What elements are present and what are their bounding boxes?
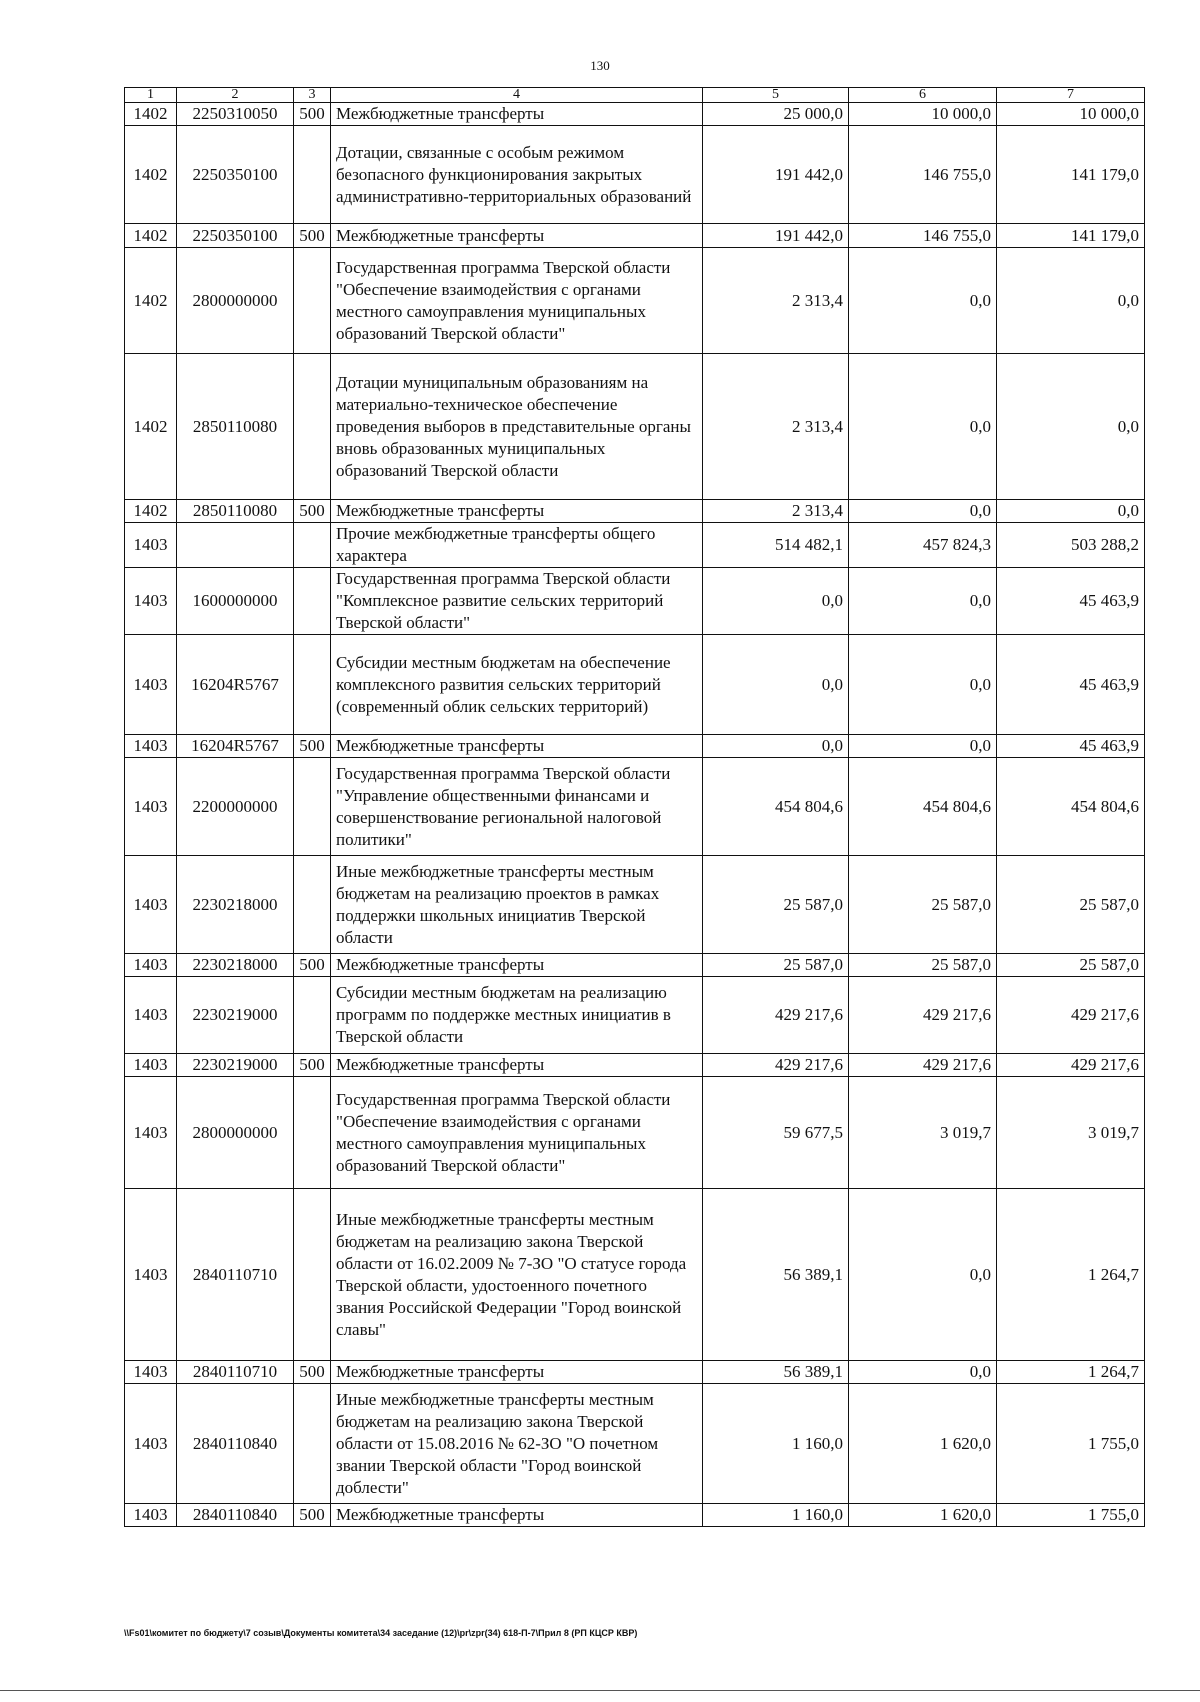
table-row [125,224,1145,248]
table-cell-col-4: Прочие межбюджетные трансферты общего характера [331,523,703,568]
table-cell-col-3 [294,354,331,500]
table-row [125,126,1145,224]
table-cell-col-1: 1403 [125,1361,177,1384]
page-number: 130 [590,58,610,73]
table-cell-col-4: Иные межбюджетные трансферты местным бюджетам на реализацию закона Тверской области от 15.08.2016 № 62-ЗО "О почетном звании Тверской области "Город воинской доблести" [331,1384,703,1504]
table-cell-col-5: 191 442,0 [703,126,849,224]
table-cell-col-2: 16204R5767 [177,735,294,758]
table-cell-col-3: 500 [294,735,331,758]
table-cell-col-7: 45 463,9 [997,635,1145,735]
table-cell-col-2: 16204R5767 [177,635,294,735]
table-cell-col-1: 1402 [125,103,177,126]
column-header: 4 [331,88,703,103]
table-cell-col-5: 429 217,6 [703,977,849,1054]
table-cell-col-5: 2 313,4 [703,354,849,500]
table-cell-col-7: 429 217,6 [997,1054,1145,1077]
table-cell-col-3: 500 [294,500,331,523]
table-cell-col-7: 25 587,0 [997,954,1145,977]
table-row [125,1189,1145,1361]
table-row [125,977,1145,1054]
table-cell-col-2: 2850110080 [177,500,294,523]
table-row [125,354,1145,500]
table-cell-col-6: 25 587,0 [849,954,997,977]
table-cell-col-3 [294,856,331,954]
table-cell-col-6: 429 217,6 [849,977,997,1054]
table-cell-col-4: Иные межбюджетные трансферты местным бюджетам на реализацию проектов в рамках поддержки школьных инициатив Тверской области [331,856,703,954]
table-cell-col-1: 1403 [125,1384,177,1504]
table-cell-col-7: 429 217,6 [997,977,1145,1054]
table-row [125,1384,1145,1504]
table-cell-col-5: 2 313,4 [703,248,849,354]
table-cell-col-3 [294,635,331,735]
table-cell-col-3: 500 [294,1361,331,1384]
table-cell-col-6: 0,0 [849,735,997,758]
table-row [125,758,1145,856]
table-cell-col-1: 1403 [125,758,177,856]
column-header: 1 [125,88,177,103]
table-cell-col-2: 2230218000 [177,856,294,954]
table-cell-col-7: 3 019,7 [997,1077,1145,1189]
footer-file-path: \\Fs01\комитет по бюджету\7 созыв\Документы комитета\34 заседание (12)\pr\zpr(34) 618-П-7\Прил 8 (РП КЦСР КВР) [124,1628,638,1638]
table-cell-col-2: 2800000000 [177,1077,294,1189]
table-cell-col-4: Иные межбюджетные трансферты местным бюджетам на реализацию закона Тверской области от 16.02.2009 № 7-ЗО "О статусе города Тверской области, удостоенного почетного звания Российской Федерации "Город воинской славы" [331,1189,703,1361]
table-cell-col-2: 1600000000 [177,568,294,635]
table-cell-col-4: Межбюджетные трансферты [331,1361,703,1384]
table-cell-col-5: 0,0 [703,635,849,735]
table-cell-col-6: 429 217,6 [849,1054,997,1077]
table-cell-col-2: 2230219000 [177,1054,294,1077]
table-cell-col-7: 141 179,0 [997,224,1145,248]
table-cell-col-1: 1403 [125,523,177,568]
table-cell-col-5: 454 804,6 [703,758,849,856]
table-row [125,248,1145,354]
table-cell-col-3 [294,568,331,635]
table-cell-col-7: 1 755,0 [997,1504,1145,1527]
column-header: 6 [849,88,997,103]
table-cell-col-5: 1 160,0 [703,1504,849,1527]
table-cell-col-2: 2840110840 [177,1384,294,1504]
table-cell-col-4: Межбюджетные трансферты [331,954,703,977]
table-row [125,1504,1145,1527]
table-cell-col-5: 25 587,0 [703,856,849,954]
table-header-row [125,88,1145,103]
table-cell-col-2: 2250350100 [177,126,294,224]
table-cell-col-3 [294,1384,331,1504]
table-cell-col-3 [294,126,331,224]
table-cell-col-6: 0,0 [849,635,997,735]
table-cell-col-7: 10 000,0 [997,103,1145,126]
table-cell-col-5: 25 587,0 [703,954,849,977]
table-cell-col-2: 2250310050 [177,103,294,126]
table-cell-col-1: 1402 [125,354,177,500]
table-cell-col-5: 191 442,0 [703,224,849,248]
table-cell-col-4: Субсидии местным бюджетам на обеспечение комплексного развития сельских территорий (современный облик сельских территорий) [331,635,703,735]
table-cell-col-7: 1 264,7 [997,1361,1145,1384]
table-cell-col-1: 1402 [125,500,177,523]
table-cell-col-3 [294,1077,331,1189]
table-cell-col-6: 0,0 [849,248,997,354]
table-cell-col-5: 0,0 [703,735,849,758]
table-cell-col-6: 25 587,0 [849,856,997,954]
table-row [125,735,1145,758]
table-cell-col-3 [294,248,331,354]
table-cell-col-4: Государственная программа Тверской области "Управление общественными финансами и совершенствование региональной налоговой политики" [331,758,703,856]
table-cell-col-1: 1402 [125,224,177,248]
table-row [125,1054,1145,1077]
table-cell-col-4: Межбюджетные трансферты [331,103,703,126]
table-cell-col-7: 1 264,7 [997,1189,1145,1361]
table-row [125,568,1145,635]
table-cell-col-4: Государственная программа Тверской области "Обеспечение взаимодействия с органами местного самоуправления муниципальных образований Тверской области" [331,248,703,354]
table-cell-col-6: 1 620,0 [849,1384,997,1504]
table-cell-col-1: 1403 [125,1189,177,1361]
table-cell-col-5: 0,0 [703,568,849,635]
table-body [125,103,1145,1527]
table-cell-col-5: 59 677,5 [703,1077,849,1189]
column-header: 3 [294,88,331,103]
table-cell-col-2: 2250350100 [177,224,294,248]
table-cell-col-6: 1 620,0 [849,1504,997,1527]
table-cell-col-3: 500 [294,954,331,977]
table-cell-col-1: 1403 [125,1077,177,1189]
table-cell-col-7: 45 463,9 [997,735,1145,758]
table-cell-col-6: 0,0 [849,568,997,635]
table-cell-col-6: 10 000,0 [849,103,997,126]
bottom-rule [0,1690,1200,1691]
table-cell-col-7: 141 179,0 [997,126,1145,224]
table-cell-col-3 [294,523,331,568]
table-cell-col-1: 1403 [125,954,177,977]
table-cell-col-5: 56 389,1 [703,1189,849,1361]
budget-table [124,87,1145,1527]
table-row [125,103,1145,126]
table-cell-col-1: 1403 [125,977,177,1054]
table-cell-col-3: 500 [294,1504,331,1527]
table-cell-col-7: 1 755,0 [997,1384,1145,1504]
table-cell-col-5: 1 160,0 [703,1384,849,1504]
column-header: 2 [177,88,294,103]
table-cell-col-1: 1403 [125,1504,177,1527]
table-cell-col-5: 2 313,4 [703,500,849,523]
table-cell-col-6: 3 019,7 [849,1077,997,1189]
table-cell-col-4: Дотации муниципальным образованиям на материально-техническое обеспечение проведения выборов в представительные органы вновь образованных муниципальных образований Тверской области [331,354,703,500]
table-cell-col-2: 2200000000 [177,758,294,856]
table-cell-col-3 [294,977,331,1054]
table-cell-col-1: 1403 [125,635,177,735]
table-row [125,856,1145,954]
table-cell-col-1: 1403 [125,1054,177,1077]
table-cell-col-4: Межбюджетные трансферты [331,735,703,758]
table-cell-col-4: Межбюджетные трансферты [331,224,703,248]
table-cell-col-6: 457 824,3 [849,523,997,568]
table-cell-col-6: 0,0 [849,1189,997,1361]
table-cell-col-2: 2230218000 [177,954,294,977]
table-cell-col-6: 0,0 [849,500,997,523]
table-cell-col-7: 0,0 [997,354,1145,500]
table-cell-col-6: 454 804,6 [849,758,997,856]
table-cell-col-1: 1403 [125,856,177,954]
table-cell-col-2: 2800000000 [177,248,294,354]
table-cell-col-4: Межбюджетные трансферты [331,1054,703,1077]
table-cell-col-2: 2230219000 [177,977,294,1054]
table-row [125,500,1145,523]
table-cell-col-6: 0,0 [849,354,997,500]
table-cell-col-5: 429 217,6 [703,1054,849,1077]
table-row [125,635,1145,735]
column-header: 7 [997,88,1145,103]
table-row [125,1077,1145,1189]
table-row [125,1361,1145,1384]
table-cell-col-1: 1402 [125,126,177,224]
table-cell-col-7: 454 804,6 [997,758,1145,856]
table-cell-col-6: 146 755,0 [849,126,997,224]
table-cell-col-7: 0,0 [997,500,1145,523]
table-cell-col-4: Государственная программа Тверской области "Обеспечение взаимодействия с органами местного самоуправления муниципальных образований Тверской области" [331,1077,703,1189]
table-row [125,523,1145,568]
table-cell-col-7: 25 587,0 [997,856,1145,954]
column-header: 5 [703,88,849,103]
table-cell-col-2 [177,523,294,568]
table-cell-col-3: 500 [294,103,331,126]
table-cell-col-4: Государственная программа Тверской области "Комплексное развитие сельских территорий Тверской области" [331,568,703,635]
table-cell-col-2: 2840110710 [177,1361,294,1384]
table-cell-col-2: 2840110710 [177,1189,294,1361]
table-cell-col-6: 0,0 [849,1361,997,1384]
table-cell-col-1: 1402 [125,248,177,354]
table-cell-col-7: 0,0 [997,248,1145,354]
table-cell-col-4: Субсидии местным бюджетам на реализацию программ по поддержке местных инициатив в Тверской области [331,977,703,1054]
table-cell-col-7: 45 463,9 [997,568,1145,635]
table-cell-col-3: 500 [294,1054,331,1077]
table-cell-col-4: Межбюджетные трансферты [331,500,703,523]
table-cell-col-1: 1403 [125,568,177,635]
table-cell-col-7: 503 288,2 [997,523,1145,568]
table-cell-col-5: 514 482,1 [703,523,849,568]
table-cell-col-1: 1403 [125,735,177,758]
table-cell-col-4: Дотации, связанные с особым режимом безопасного функционирования закрытых административно-территориальных образований [331,126,703,224]
table-cell-col-5: 25 000,0 [703,103,849,126]
table-cell-col-3 [294,1189,331,1361]
table-cell-col-4: Межбюджетные трансферты [331,1504,703,1527]
table-cell-col-3 [294,758,331,856]
table-cell-col-3: 500 [294,224,331,248]
table-cell-col-5: 56 389,1 [703,1361,849,1384]
table-row [125,954,1145,977]
table-cell-col-2: 2850110080 [177,354,294,500]
table-cell-col-6: 146 755,0 [849,224,997,248]
table-cell-col-2: 2840110840 [177,1504,294,1527]
